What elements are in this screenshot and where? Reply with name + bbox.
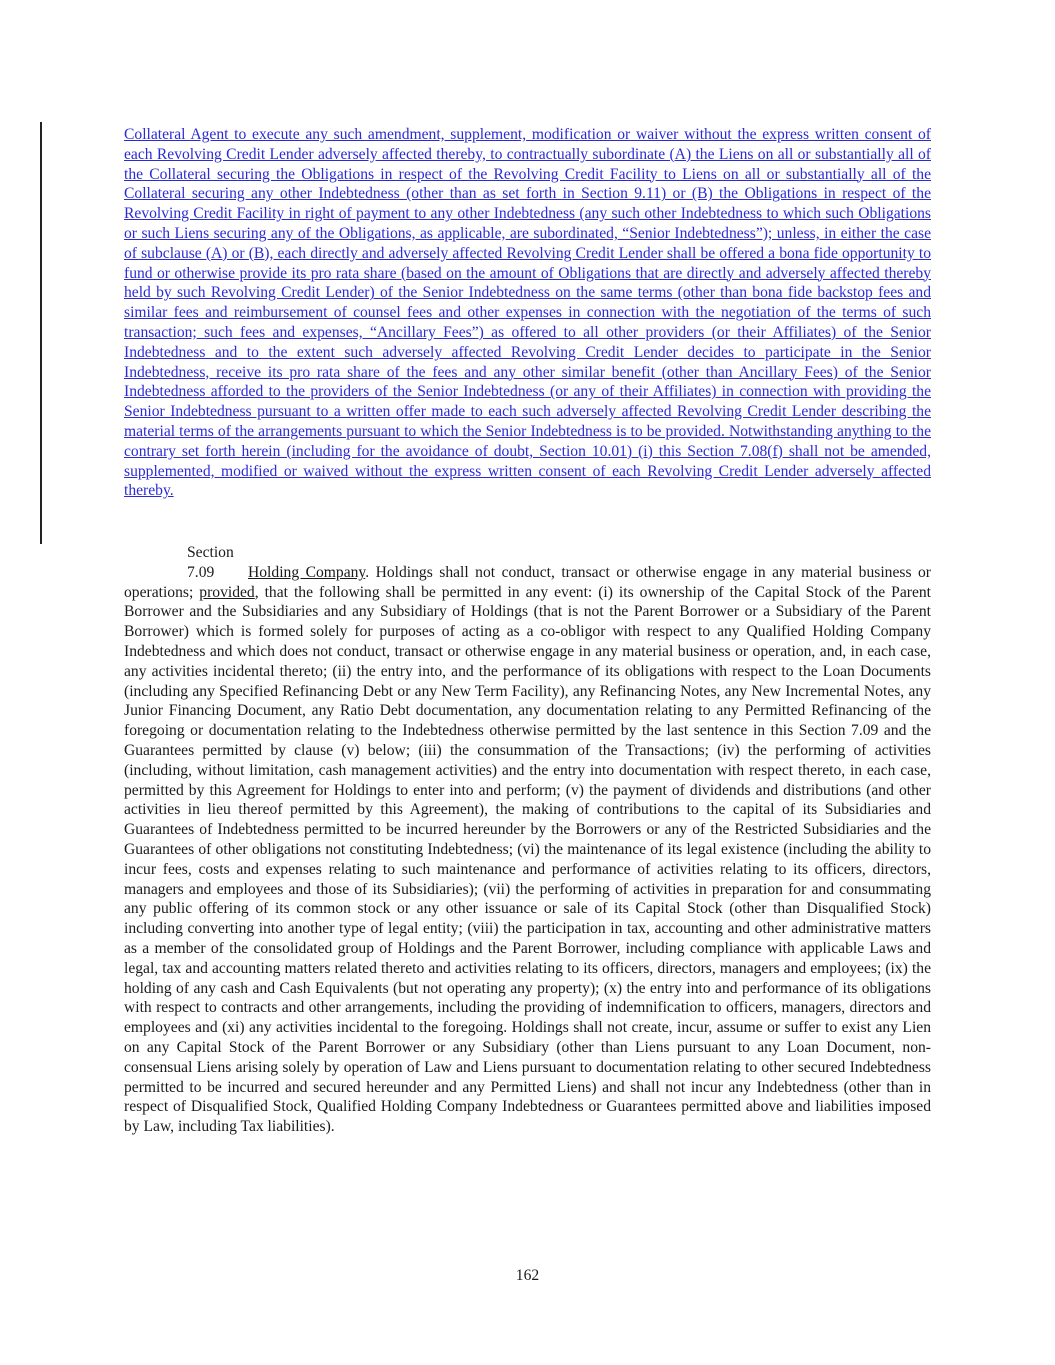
- proviso-term: provided: [199, 583, 255, 601]
- section-text-body: , that the following shall be permitted in any event: (i) its ownership of the Capital Stock of the Parent Borrower and the Subsidiaries and any Subsidiary of Holdings (that is not the Parent Borrower or a Subsidiary of the Parent Borrower) which is formed solely for purposes of acting as a co-obligor with respect to any Qualified Holding Company Indebtedness and which does not conduct, transact or otherwise engage in any material business or operation, and, in each case, any activities incidental thereto; (ii) the entry into, and the performance of its obligations with respect to the Loan Documents (including any Specified Refinancing Debt or any New Term Facility), any Refinancing Notes, any New Incremental Notes, any Junior Financing Document, any Ratio Debt documentation, any documentation relating to any Permitted Refinancing of the foregoing or documentation relating to the Indebtedness otherwise permitted by the last sentence in this Section 7.09 and the Guarantees permitted by clause (v) below; (iii) the consummation of the Transactions; (iv) the performing of activities (including, without limitation, cash management activities) and the entry into documentation with respect thereto, in each case, permitted by this Agreement for Holdings to enter into and perform; (v) the payment of dividends and distributions (and other activities in lieu thereof permitted by this Agreement), the making of contributions to the capital of its Subsidiaries and Guarantees of Indebtedness permitted to be incurred hereunder by the Borrowers or any of the Restricted Subsidiaries and the Guarantees of other obligations not constituting Indebtedness; (vi) the maintenance of its legal existence (including the ability to incur fees, costs and expenses relating to such maintenance and performance of activities relating to its officers, directors, managers and employees and those of its Subsidiaries); (vii) the performing of activities in preparation for and consummating any public offering of its common stock or any other issuance or sale of its Capital Stock (other than Disqualified Stock) including converting into another type of legal entity; (viii) the participation in tax, accounting and other administrative matters as a member of the consolidated group of Holdings and the Parent Borrower, including compliance with applicable Laws and legal, tax and accounting matters related thereto and activities relating to its officers, directors, managers and employees; (ix) the holding of any cash and Cash Equivalents (but not operating any property); (x) the entry into and performance of its obligations with respect to contracts and other arrangements, including the providing of indemnification to officers, managers, directors and employees and (xi) any activities incidental to the foregoing. Holdings shall not create, incur, assume or suffer to exist any Lien on any Capital Stock of the Parent Borrower or any Subsidiary (other than Liens pursuant to any Loan Document, non-consensual Liens arising solely by operation of Law and Liens pursuant to documentation relating to other secured Indebtedness permitted to be incurred and secured hereunder and any Permitted Liens) and shall not incur any Indebtedness (other than in respect of Disqualified Stock, Qualified Holding Company Indebtedness or Guarantees permitted above and liabilities imposed by Law, including Tax liabilities).: [124, 583, 931, 1136]
- revision-change-bar: [40, 122, 42, 544]
- section-number: Section 7.09: [187, 544, 234, 581]
- section-title: Holding Company: [248, 563, 366, 581]
- inserted-paragraph: Collateral Agent to execute any such amendment, supplement, modification or waiver without the express written consent of each Revolving Credit Lender adversely affected thereby, to contractually subordinate (A) the Liens on all or substantially all of the Collateral securing the Obligations in respect of the Revolving Credit Facility to Liens on all or substantially all of the Collateral securing any other Indebtedness (other than as set forth in Section 9.11) or (B) the Obligations in respect of the Revolving Credit Facility in right of payment to any other Indebtedness (any such other Indebtedness to which such Obligations or such Liens securing any of the Obligations, as applicable, are subordinated, “Senior Indebtedness”); unless, in either the case of subclause (A) or (B), each directly and adversely affected Revolving Credit Lender shall be offered a bona fide opportunity to fund or otherwise provide its pro rata share (based on the amount of Obligations that are directly and adversely affected thereby held by such Revolving Credit Lender) of the Senior Indebtedness on the same terms (other than bona fide backstop fees and similar fees and reimbursement of counsel fees and other expenses in connection with the negotiation of the terms of such transaction; such fees and expenses, “Ancillary Fees”) as offered to all other providers (or their Affiliates) of the Senior Indebtedness and to the extent such adversely affected Revolving Credit Lender decides to participate in the Senior Indebtedness, receive its pro rata share of the fees and any other similar benefit (other than Ancillary Fees) of the Senior Indebtedness afforded to the providers of the Senior Indebtedness (or any of their Affiliates) in connection with providing the Senior Indebtedness pursuant to a written offer made to each such adversely affected Revolving Credit Lender describing the material terms of the arrangements pursuant to which the Senior Indebtedness is to be provided. Notwithstanding anything to the contrary set forth herein (including for the avoidance of doubt, Section 10.01) (i) this Section 7.08(f) shall not be amended, supplemented, modified or waived without the express written consent of each Revolving Credit Lender adversely affected thereby.: [124, 126, 931, 500]
- section-text-lead: . Holdings shall not conduct, transact or otherwise engage in any material business or operations;: [124, 563, 931, 601]
- section-7-09-paragraph: [124, 543, 931, 1137]
- page-number: 162: [515, 1267, 540, 1284]
